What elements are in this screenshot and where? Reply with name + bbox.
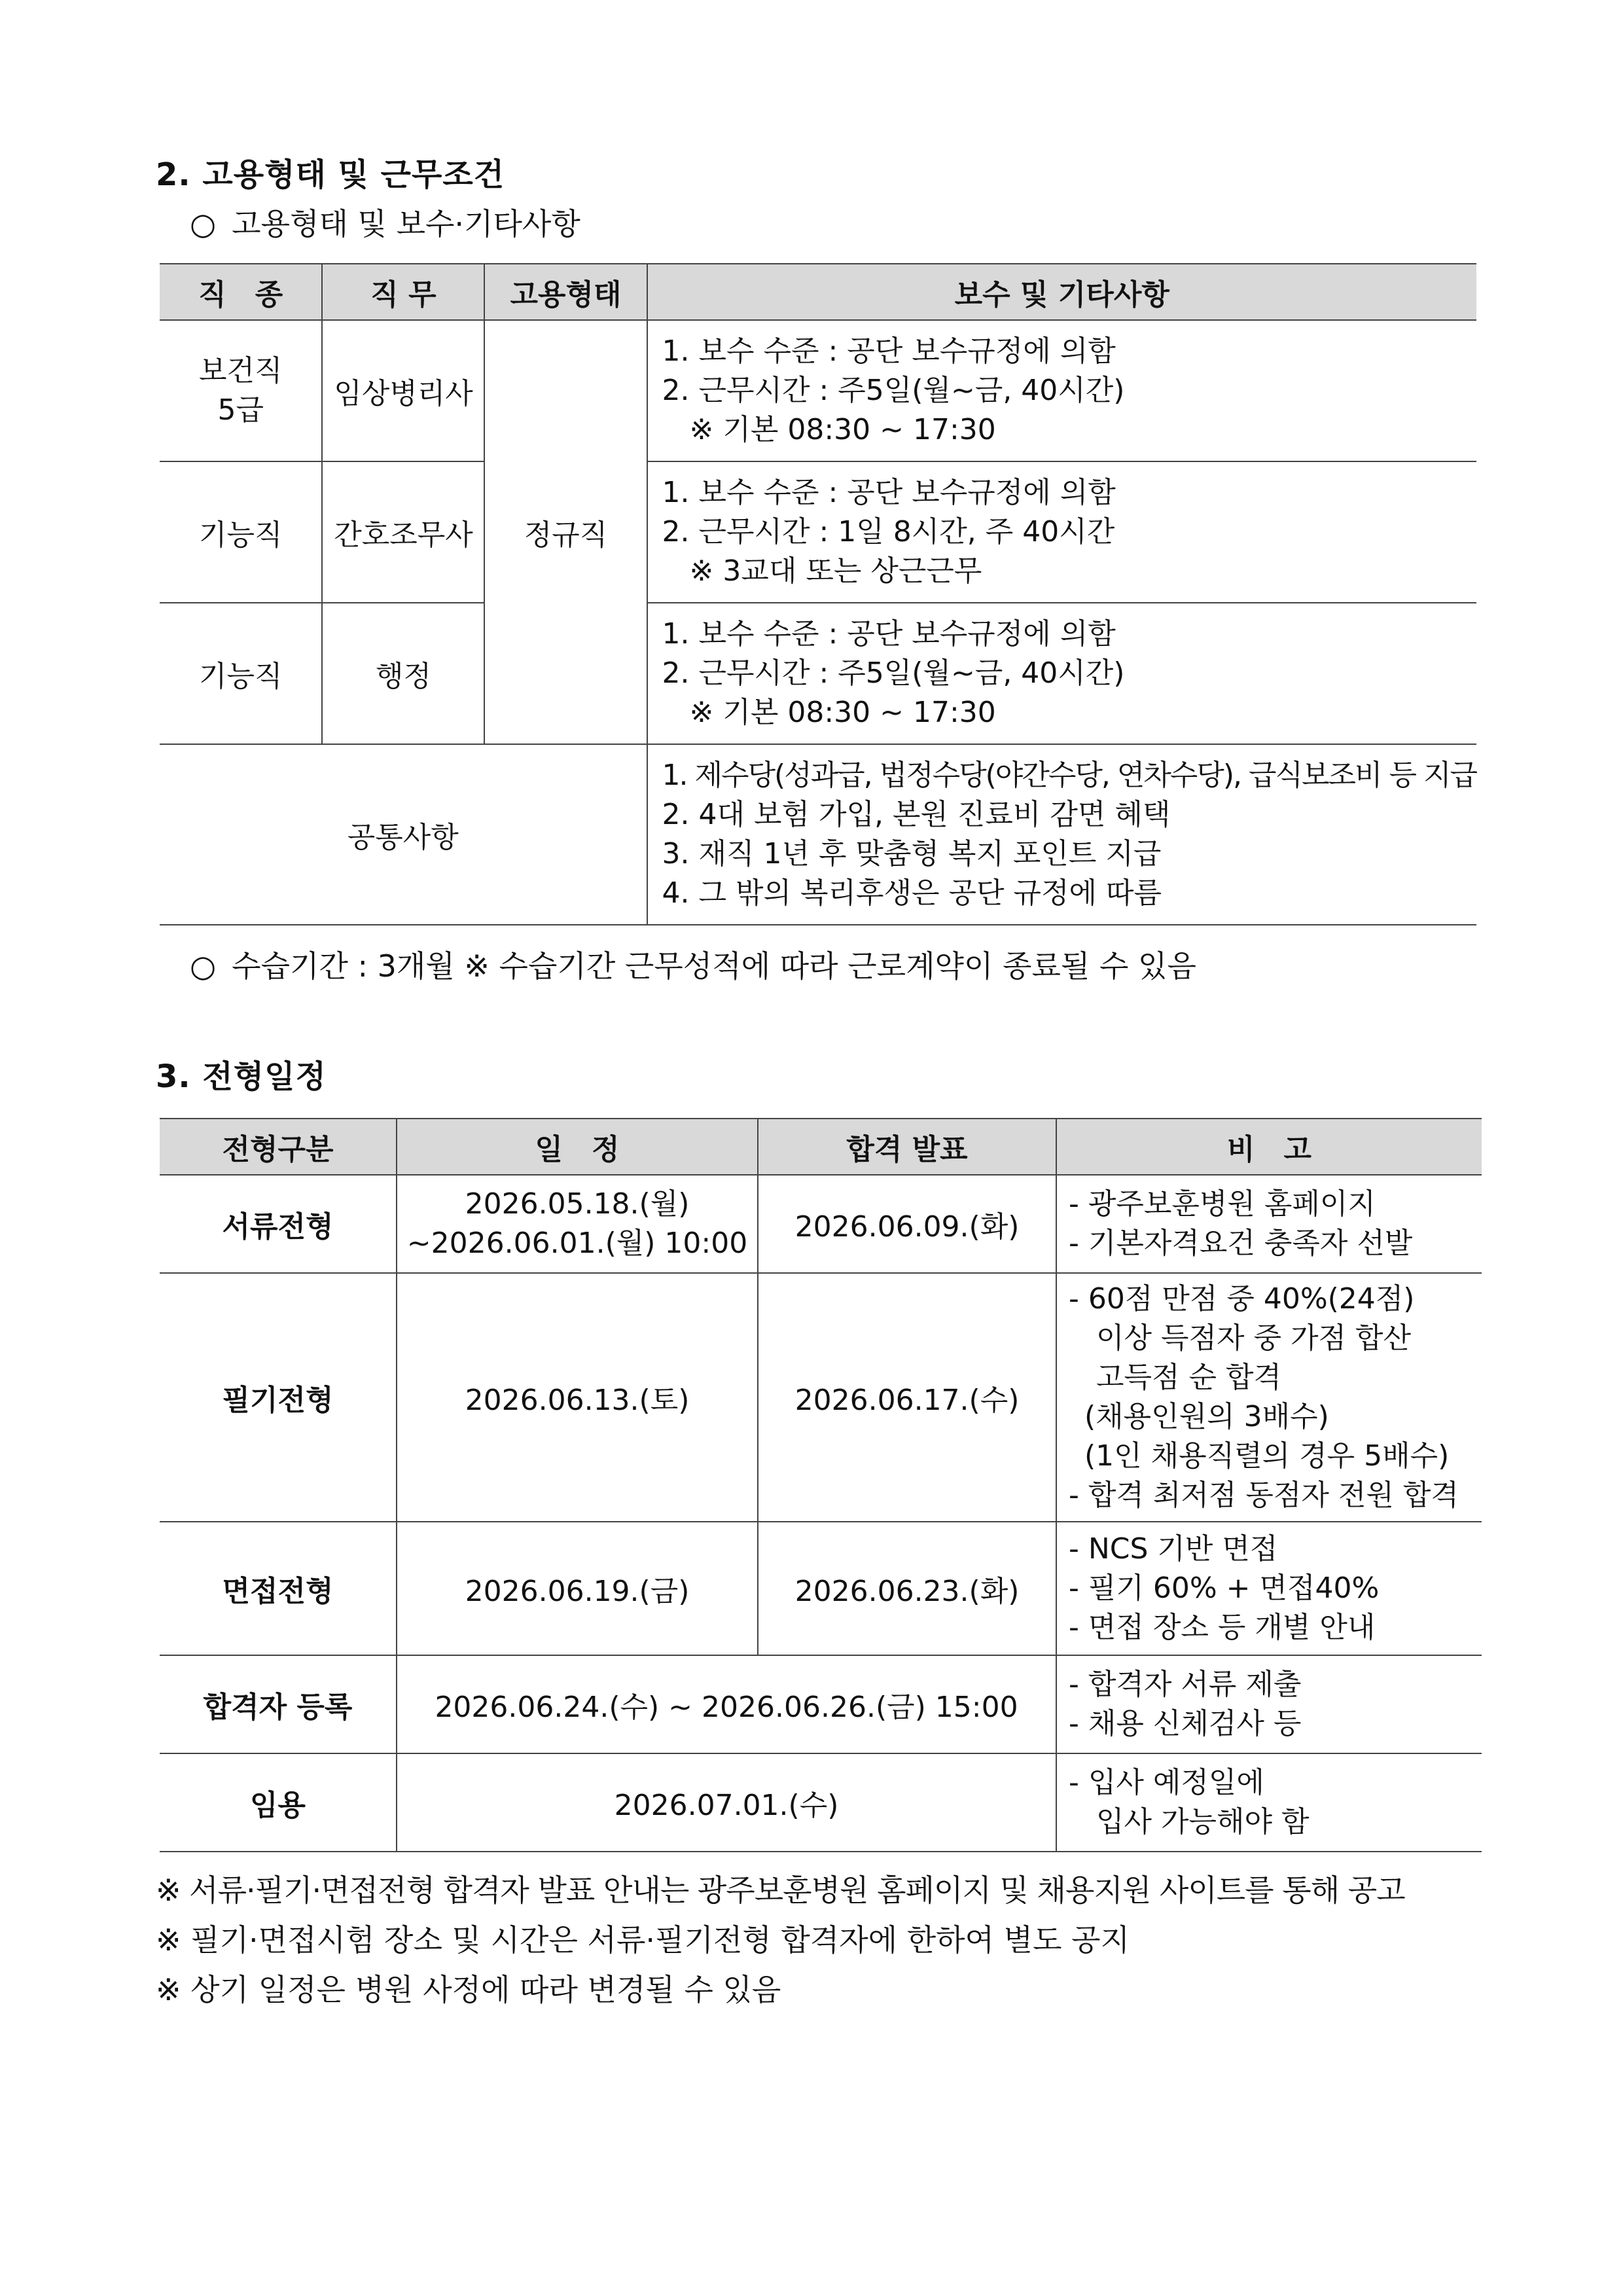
table-header-row [160,264,1476,320]
common-line: 1. 제수당(성과급, 법정수당(야간수당, 연차수당), 급식보조비 등 지급 [662,759,1476,792]
note-line: - 합격 최저점 동점자 전원 합격 [1069,1479,1459,1512]
detail-note: ※ 기본 08:30 ~ 17:30 [689,696,996,729]
schedule-cell: 2026.06.13.(토) [397,1273,758,1522]
announce-cell: 2026.06.17.(수) [758,1273,1056,1522]
job-type-cell: 기능직 [160,603,322,744]
schedule-cell: 2026.06.19.(금) [397,1522,758,1655]
note-line: - 60점 만점 중 40%(24점) [1069,1282,1415,1316]
section-3-title: 3. 전형일정 [156,1058,327,1095]
section-2-title: 2. 고용형태 및 근무조건 [156,156,505,193]
detail-note: ※ 기본 08:30 ~ 17:30 [689,413,996,446]
header-stage: 전형구분 [160,1119,397,1175]
table-header-row [160,1119,1482,1175]
stage-cell: 임용 [160,1753,397,1852]
schedule-cell [397,1175,758,1273]
details-cell [647,461,1477,603]
common-label: 공통사항 [160,744,647,925]
stage-cell: 면접전형 [160,1522,397,1655]
duty-cell: 임상병리사 [322,320,484,461]
note-line: - 합격자 서류 제출 [1069,1668,1302,1701]
header-pay-details: 보수 및 기타사항 [647,264,1477,320]
detail-line: 1. 보수 수준 : 공단 보수규정에 의함 [662,476,1116,509]
job-type-line: 보건직 [198,354,283,387]
notes-cell [1056,1753,1482,1852]
note-line: - 기본자격요건 충족자 선발 [1069,1227,1413,1260]
employment-type-cell: 정규직 [484,320,647,744]
detail-line: 2. 근무시간 : 주5일(월~금, 40시간) [662,374,1125,407]
common-details-cell [647,744,1477,925]
note-line: - 필기 60% + 면접40% [1069,1571,1380,1605]
detail-line: 2. 근무시간 : 주5일(월~금, 40시간) [662,656,1125,690]
note-line: - 광주보훈병원 홈페이지 [1069,1187,1376,1221]
job-type-cell: 기능직 [160,461,322,603]
probation-note [190,942,1196,986]
schedule-cell: 2026.06.24.(수) ~ 2026.06.26.(금) 15:00 [397,1655,1056,1753]
stage-cell: 필기전형 [160,1273,397,1522]
note-line: 입사 가능해야 함 [1096,1805,1310,1839]
note-line: - 면접 장소 등 개별 안내 [1069,1611,1376,1644]
common-line: 4. 그 밖의 복리후생은 공단 규정에 따름 [662,876,1162,910]
notes-cell [1056,1175,1482,1273]
employment-table [160,263,1476,925]
schedule-line: 2026.05.18.(월) [465,1187,690,1221]
note-line: - 입사 예정일에 [1069,1766,1264,1799]
notes-cell [1056,1655,1482,1753]
stage-cell: 서류전형 [160,1175,397,1273]
table-row [160,1655,1482,1753]
detail-line: 2. 근무시간 : 1일 8시간, 주 40시간 [662,515,1115,548]
note-line: 고득점 순 합격 [1096,1361,1281,1394]
bullet-text: 고용형태 및 보수·기타사항 [232,206,580,242]
note-line: - NCS 기반 면접 [1069,1532,1278,1566]
duty-cell: 간호조무사 [322,461,484,603]
footnote: ※ 서류·필기·면접전형 합격자 발표 안내는 광주보훈병원 홈페이지 및 채용지원 사이트를 통해 공고 [156,1873,1405,1908]
schedule-cell: 2026.07.01.(수) [397,1753,1056,1852]
details-cell [647,320,1477,461]
header-duty: 직 무 [322,264,484,320]
announce-cell: 2026.06.09.(화) [758,1175,1056,1273]
footnote: ※ 필기·면접시험 장소 및 시간은 서류·필기전형 합격자에 한하여 별도 공지 [156,1922,1130,1958]
footnote: ※ 상기 일정은 병원 사정에 따라 변경될 수 있음 [156,1972,781,2007]
table-row [160,320,1476,461]
table-row [160,1175,1482,1273]
header-announce: 합격 발표 [758,1119,1056,1175]
note-line: - 채용 신체검사 등 [1069,1707,1302,1740]
table-row [160,461,1476,603]
probation-text: 수습기간 : 3개월 ※ 수습기간 근무성적에 따라 근로계약이 종료될 수 있음 [232,948,1196,984]
duty-cell: 행정 [322,603,484,744]
notes-cell [1056,1522,1482,1655]
notes-cell [1056,1273,1482,1522]
common-line: 3. 재직 1년 후 맞춤형 복지 포인트 지급 [662,837,1162,870]
schedule-table [160,1118,1482,1852]
table-row [160,1753,1482,1852]
common-line: 2. 4대 보험 가입, 본원 진료비 감면 혜택 [662,798,1171,831]
job-type-line: 5급 [217,393,264,427]
job-type-cell [160,320,322,461]
schedule-line: ~2026.06.01.(월) 10:00 [406,1227,748,1260]
detail-line: 1. 보수 수준 : 공단 보수규정에 의함 [662,617,1116,651]
section-2-bullet [190,200,580,243]
header-notes: 비 고 [1056,1119,1482,1175]
announce-cell: 2026.06.23.(화) [758,1522,1056,1655]
header-employment-type: 고용형태 [484,264,647,320]
note-line: (채용인원의 3배수) [1084,1400,1329,1433]
circle-bullet-icon: ○ [190,948,217,984]
common-row [160,744,1476,925]
header-schedule: 일 정 [397,1119,758,1175]
circle-bullet-icon: ○ [190,206,217,242]
detail-note: ※ 3교대 또는 상근근무 [689,554,982,588]
stage-cell: 합격자 등록 [160,1655,397,1753]
table-row [160,1273,1482,1522]
table-row [160,1522,1482,1655]
note-line: (1인 채용직렬의 경우 5배수) [1084,1439,1450,1473]
note-line: 이상 득점자 중 가점 합산 [1096,1321,1411,1355]
detail-line: 1. 보수 수준 : 공단 보수규정에 의함 [662,334,1116,368]
table-row [160,603,1476,744]
header-job-type: 직 종 [160,264,322,320]
details-cell [647,603,1477,744]
